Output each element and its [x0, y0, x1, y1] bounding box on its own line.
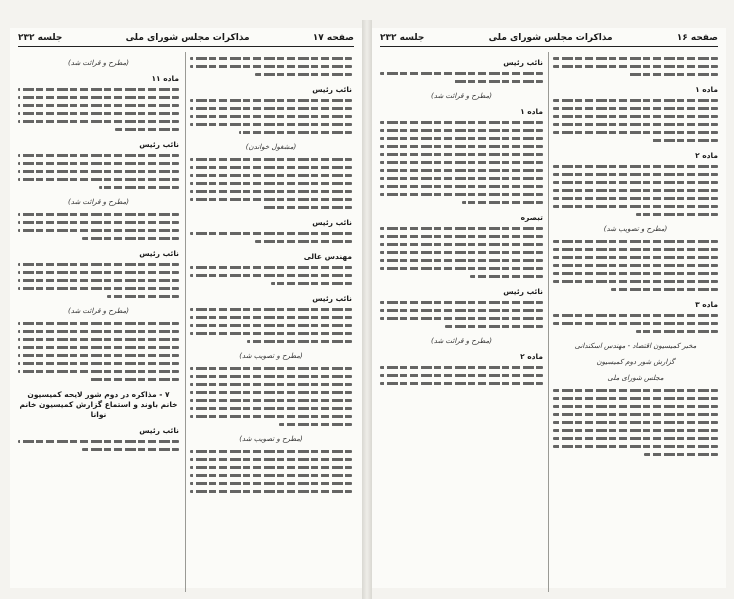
speaker-label: ماده ۱۱	[151, 74, 179, 83]
text-block	[18, 213, 179, 240]
section-caption: (مطرح و قرائت شد)	[68, 198, 129, 206]
speaker-label: نائب رئیس	[503, 58, 543, 67]
text-block	[190, 367, 352, 426]
left-page-number: صفحه ۱۷	[312, 33, 354, 43]
speaker-label: نائب رئیس	[312, 218, 352, 227]
speaker-label: نائب رئیس	[312, 85, 352, 94]
speaker-label: ماده ۱	[695, 85, 718, 94]
text-block	[190, 158, 352, 209]
right-page-title: مذاکرات مجلس شورای ملی	[488, 33, 613, 43]
speaker-label: ماده ۱	[520, 107, 543, 116]
text-block	[553, 314, 718, 333]
speaker-label: نائب رئیس	[139, 140, 179, 149]
text-block	[18, 440, 179, 451]
section-caption: (مطرح و قرائت شد)	[68, 59, 129, 67]
text-block	[380, 121, 543, 204]
left-page-column-right	[190, 52, 352, 597]
speaker-label: نائب رئیس	[503, 287, 543, 296]
speaker-label: نائب رئیس	[139, 426, 179, 435]
section-caption: گزارش شور دوم کمیسیون	[596, 358, 675, 366]
left-page-title: مذاکرات مجلس شورای ملی	[125, 33, 250, 43]
section-caption: (مطرح و تصویب شد)	[603, 225, 668, 233]
text-block	[190, 450, 352, 493]
book-gutter	[362, 20, 372, 599]
right-column-rule	[548, 52, 549, 592]
right-page-session: جلسه ۲۳۲	[380, 33, 425, 43]
left-page-column-left	[18, 52, 179, 597]
right-page-column-right	[553, 52, 718, 597]
speaker-label: نائب رئیس	[139, 249, 179, 258]
text-block	[190, 308, 352, 343]
text-block	[190, 57, 352, 76]
right-page-header	[380, 30, 718, 47]
text-block	[18, 322, 179, 381]
speaker-label: نائب رئیس	[312, 294, 352, 303]
text-block	[553, 99, 718, 142]
text-block	[380, 72, 543, 83]
text-block	[18, 154, 179, 189]
right-page-column-left	[380, 52, 543, 597]
bold-heading: ۷ - مذاکره در دوم شور لایحه کمیسیون خانم باوند و استماع گزارش کمیسیون خانم نوانا	[19, 390, 178, 419]
left-column-rule	[185, 52, 186, 592]
text-block	[190, 99, 352, 134]
section-caption: (مشغول خواندن)	[245, 143, 297, 151]
speaker-label: ماده ۳	[695, 300, 718, 309]
speaker-label: تبصره	[520, 213, 543, 222]
text-block	[380, 227, 543, 278]
text-block	[190, 266, 352, 285]
left-page-header	[18, 30, 354, 47]
text-block	[190, 232, 352, 243]
right-page-number: صفحه ۱۶	[676, 33, 718, 43]
section-caption: (مطرح و قرائت شد)	[431, 337, 492, 345]
text-block	[380, 366, 543, 385]
text-block	[553, 240, 718, 291]
left-page-session: جلسه ۲۳۲	[18, 33, 63, 43]
speaker-label: ماده ۲	[520, 352, 543, 361]
speaker-label: مهندس عالی	[303, 252, 352, 261]
text-block	[18, 263, 179, 298]
section-caption: (مطرح و تصویب شد)	[239, 435, 303, 443]
section-caption: (مطرح و قرائت شد)	[68, 307, 129, 315]
text-block	[553, 389, 718, 456]
section-caption: (مطرح و قرائت شد)	[431, 92, 492, 100]
speaker-label: ماده ۲	[695, 151, 718, 160]
text-block	[18, 88, 179, 131]
section-caption: (مطرح و تصویب شد)	[239, 352, 303, 360]
text-block	[380, 301, 543, 328]
section-caption: مخبر کمیسیون اقتصاد - مهندس اسکندانی	[574, 342, 697, 350]
section-caption: مجلس شورای ملی	[607, 374, 664, 382]
text-block	[553, 57, 718, 76]
text-block	[553, 165, 718, 216]
